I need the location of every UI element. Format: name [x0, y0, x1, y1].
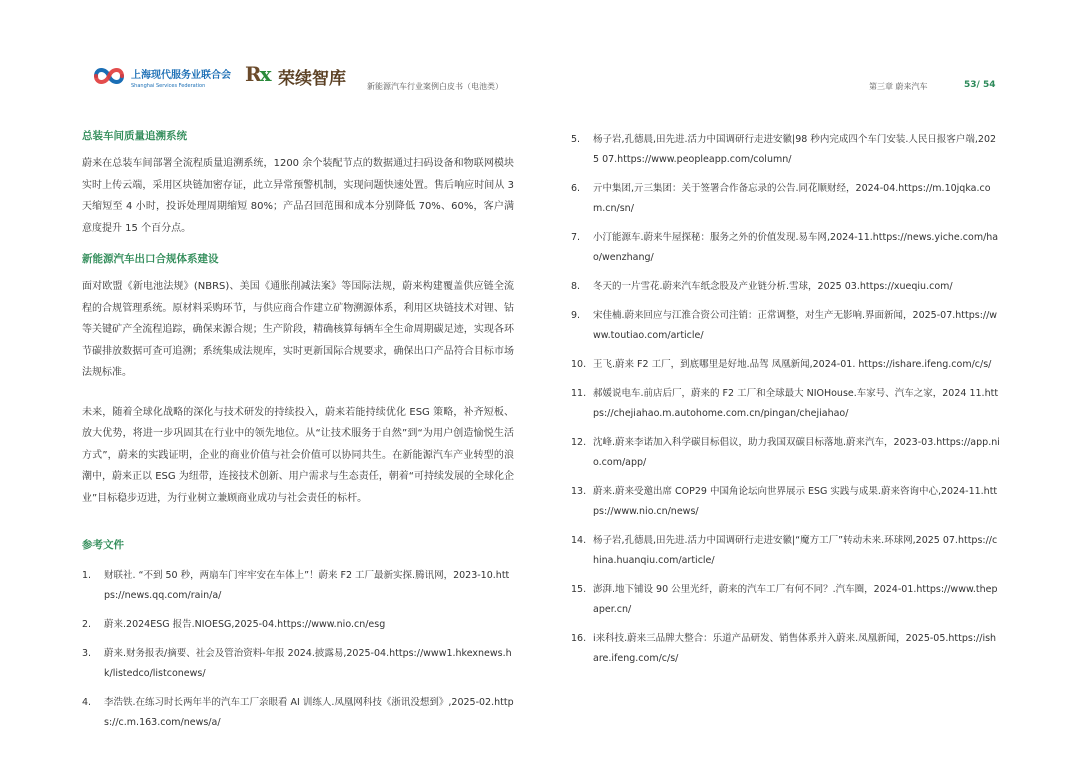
- page-header: [0, 0, 1080, 110]
- left-column: [82, 128, 514, 742]
- ssf-logo-text: [131, 66, 231, 89]
- reference-item: 3. 蔚来.财务报表/摘要、社会及管治资料-年报 2024.披露易,2025-04.https://www1.hkexnews.hk/listedco/listconews/: [82, 648, 512, 679]
- org-name-en: Shanghai Services Federation: [131, 83, 206, 89]
- references-title: 参考文件: [82, 539, 124, 551]
- reference-item: 11. 郝媛说电车.前店后厂，蔚来的 F2 工厂和全球最大 NIOHouse.车家号、汽车之家，2024 11.https://chejiahao.m.autohome.com.cn/pingan/chejiahao/: [571, 388, 999, 419]
- document-title: 新能源汽车行业案例白皮书（电池类）: [367, 82, 503, 91]
- reference-item: 5. 杨子岩,孔德晨,田先进.活力中国调研行走进安徽|98 秒内完成四个车门安装.人民日报客户端,2025 07.https://www.peopleapp.com/column/: [571, 134, 997, 165]
- reference-item: 10. 王飞.蔚来 F2 工厂，到底哪里是好地.品驾 凤凰新闻,2024-01. https://ishare.ifeng.com/c/s/: [571, 359, 992, 370]
- references-list-left: [82, 566, 514, 733]
- section-title-traceability: 总装车间质量追溯系统: [82, 130, 187, 142]
- brand-name: 荣续智库: [278, 69, 346, 89]
- reference-item: 16. i来科技.蔚来三品牌大整合：乐道产品研发、销售体系并入蔚来.凤凰新闻，2025-05.https://ishare.ifeng.com/c/s/: [571, 633, 997, 664]
- paragraph-outlook: 未来，随着全球化战略的深化与技术研发的持续投入，蔚来若能持续优化 ESG 策略，补齐短板、放大优势，将进一步巩固其在行业中的领先地位。从“让技术服务于自然”到“为用户创造愉悦生活方式”，蔚来的实践证明，企业的商业价值与社会价值可以协同共生。在新能源汽车产业转型的浪潮中，蔚来正以 ESG 为纽带，连接技术创新、用户需求与生态责任，朝着“可持续发展的全球化企业”目标稳步迈进，为行业树立兼顾商业成功与社会责任的标杆。: [82, 406, 514, 504]
- page-number: 53/ 54: [964, 80, 996, 90]
- paragraph-export-compliance: 面对欧盟《新电池法规》(NBRS)、美国《通胀削减法案》等国际法规，蔚来构建覆盖供应链全流程的合规管理系统。原材料采购环节，与供应商合作建立矿物溯源体系，利用区块链技术对锂、钴等关键矿产全流程追踪，确保来源合规；生产阶段，精确核算每辆车全生命周期碳足迹，实现各环节碳排放数据可查可追溯；系统集成法规库，实时更新国际合规要求，确保出口产品符合目标市场法规标准。: [82, 281, 514, 378]
- reference-item: 1. 财联社. “不到 50 秒，两扇车门牢牢安在车体上”！蔚来 F2 工厂最新实探.腾讯网，2023-10.https://news.qq.com/rain/a/: [82, 570, 510, 601]
- section-title-export-compliance: 新能源汽车出口合规体系建设: [82, 253, 219, 265]
- org-name-cn: 上海现代服务业联合会: [131, 70, 231, 81]
- chapter-label: 第三章 蔚来汽车: [869, 82, 928, 91]
- paragraph-traceability: 蔚来在总装车间部署全流程质量追溯系统，1200 余个装配节点的数据通过扫码设备和物联网模块实时上传云端，采用区块链加密存证，此立异常预警机制，实现问题快速处置。售后响应时间从 3 天缩短至 4 小时，投诉处理周期缩短 80%；产品召回范围和成本分别降低 70%、60%，客户满意度提升 15 个百分点。: [82, 158, 514, 234]
- right-column: [571, 130, 1001, 678]
- reference-item: 7. 小汀能源车.蔚来牛屋探秘：服务之外的价值发现.易车网,2024-11.https://news.yiche.com/hao/wenzhang/: [571, 232, 999, 263]
- reference-item: 2. 蔚来.2024ESG 报告.NIOESG,2025-04.https://www.nio.cn/esg: [82, 619, 386, 630]
- reference-item: 6. 亓中集团,亓三集团：关于签署合作备忘录的公告.同花顺财经，2024-04.https://m.10jqka.com.cn/sn/: [571, 183, 991, 214]
- reference-item: 9. 宋佳楠.蔚来回应与江淮合资公司注销：正常调整，对生产无影响.界面新闻，2025-07.https://www.toutiao.com/article/: [571, 310, 998, 341]
- references-list-right: [571, 130, 1001, 669]
- reference-item: 15. 澎湃.地下铺设 90 公里光纤，蔚来的汽车工厂有何不同？.汽车圈，2024-01.https://www.thepaper.cn/: [571, 584, 998, 615]
- reference-item: 4. 李浩铁.在练习时长两年半的汽车工厂亲眼看 AI 训练人.凤凰网科技《浙讯没想到》,2025-02.https://c.m.163.com/news/a/: [82, 697, 514, 728]
- reference-item: 14. 杨子岩,孔德晨,田先进.活力中国调研行走进安徽|“魔方工厂”转动未来.环球网,2025 07.https://china.huanqiu.com/article/: [571, 535, 998, 566]
- reference-item: 12. 沈峰.蔚来李诺加入科学碳目标倡议，助力我国双碳目标落地.蔚来汽车，2023-03.https://app.nio.com/app/: [571, 437, 1000, 468]
- reference-item: 13. 蔚来.蔚来受邀出席 COP29 中国角论坛向世界展示 ESG 实践与成果.蔚来咨询中心,2024-11.https://www.nio.cn/news/: [571, 486, 998, 517]
- reference-item: 8. 冬天的一片雪花.蔚来汽车纸念股及产业链分析.雪球，2025 03.https://xueqiu.com/: [571, 281, 953, 292]
- ssf-logo-icon: [92, 64, 128, 88]
- rx-logo-icon: Rx: [245, 62, 270, 86]
